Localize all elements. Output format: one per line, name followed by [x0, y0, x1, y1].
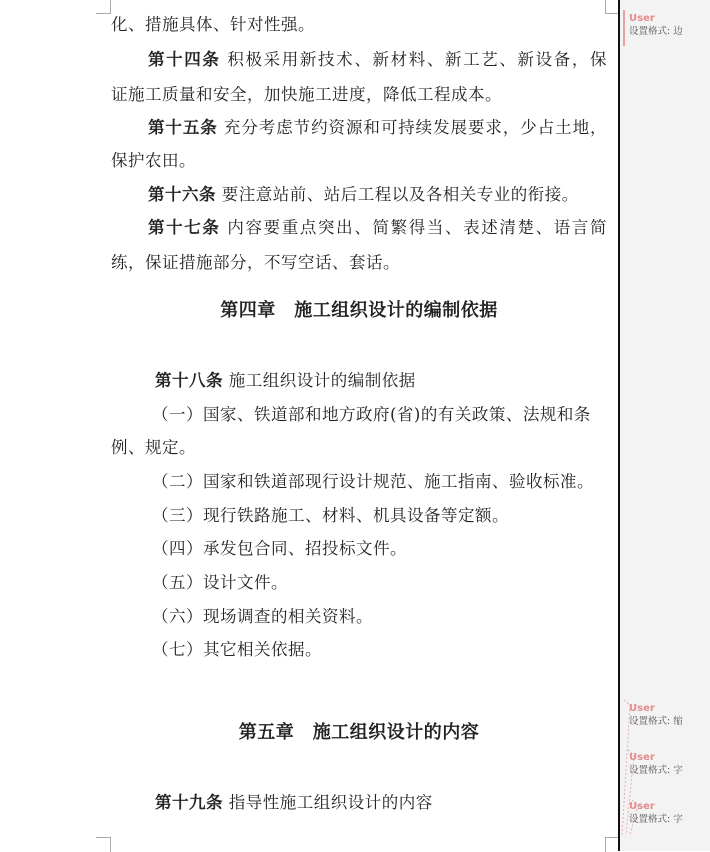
- comment-text: 设置格式: 边: [629, 26, 683, 37]
- article-19-line: [155, 792, 433, 814]
- comment-balloon[interactable]: [629, 702, 710, 728]
- chapter-5-heading: 第五章 施工组织设计的内容: [238, 722, 480, 743]
- comment-balloon[interactable]: [629, 800, 710, 826]
- comment-margin[interactable]: [620, 0, 710, 851]
- article-17-label: 第十七条: [148, 218, 221, 237]
- list-item-6: （六）现场调查的相关资料。: [152, 607, 373, 626]
- comment-text: 设置格式: 字: [629, 765, 683, 776]
- comment-text: 设置格式: 缩: [629, 716, 683, 727]
- list-item-1-line-2: 例、规定。: [111, 438, 196, 457]
- article-18-label: 第十八条: [155, 371, 223, 390]
- article-17-line-1: [111, 217, 607, 239]
- list-item-2: （二）国家和铁道部现行设计规范、施工指南、验收标准。: [152, 472, 594, 491]
- comment-author: User: [629, 752, 655, 763]
- article-14-line-1: [111, 49, 607, 71]
- article-18-text: 施工组织设计的编制依据: [228, 371, 416, 390]
- list-item-5: （五）设计文件。: [152, 573, 288, 592]
- comment-balloon[interactable]: [629, 12, 710, 38]
- article-14-label: 第十四条: [148, 50, 221, 69]
- article-18-line: [155, 370, 416, 392]
- comment-balloon[interactable]: [629, 751, 710, 777]
- comment-author: User: [629, 703, 655, 714]
- list-item-1-line-1: （一）国家、铁道部和地方政府(省)的有关政策、法规和条: [152, 405, 591, 424]
- article-17-text: 内容要重点突出、简繁得当、表述清楚、语言简: [227, 218, 608, 237]
- paragraph-line: 化、措施具体、针对性强。: [111, 15, 315, 34]
- article-16-text: 要注意站前、站后工程以及各相关专业的衔接。: [221, 185, 579, 204]
- article-14-text: 积极采用新技术、新材料、新工艺、新设备，保: [227, 50, 608, 69]
- article-19-text: 指导性施工组织设计的内容: [228, 793, 433, 812]
- comment-author: User: [629, 801, 655, 812]
- article-19-label: 第十九条: [155, 793, 223, 812]
- article-15-label: 第十五条: [148, 118, 218, 137]
- article-17-line-2: 练，保证措施部分，不写空话、套话。: [111, 253, 400, 272]
- comment-text: 设置格式: 字: [629, 814, 683, 825]
- comment-marker: [623, 10, 625, 46]
- article-16-line: [111, 184, 607, 206]
- list-item-3: （三）现行铁路施工、材料、机具设备等定额。: [152, 506, 509, 525]
- list-item-7: （七）其它相关依据。: [152, 640, 322, 659]
- article-15-line-2: 保护农田。: [111, 151, 196, 170]
- article-16-label: 第十六条: [148, 185, 216, 204]
- article-14-line-2: 证施工质量和安全，加快施工进度，降低工程成本。: [111, 85, 502, 104]
- chapter-4-heading: 第四章 施工组织设计的编制依据: [220, 300, 498, 321]
- comment-author: User: [629, 13, 655, 24]
- crop-mark-bottom-left: [96, 837, 111, 852]
- article-15-line-1: [111, 117, 607, 139]
- article-15-text: 充分考虑节约资源和可持续发展要求，少占土地，: [223, 118, 608, 137]
- crop-mark-top-left: [96, 0, 111, 14]
- list-item-4: （四）承发包合同、招投标文件。: [152, 539, 407, 558]
